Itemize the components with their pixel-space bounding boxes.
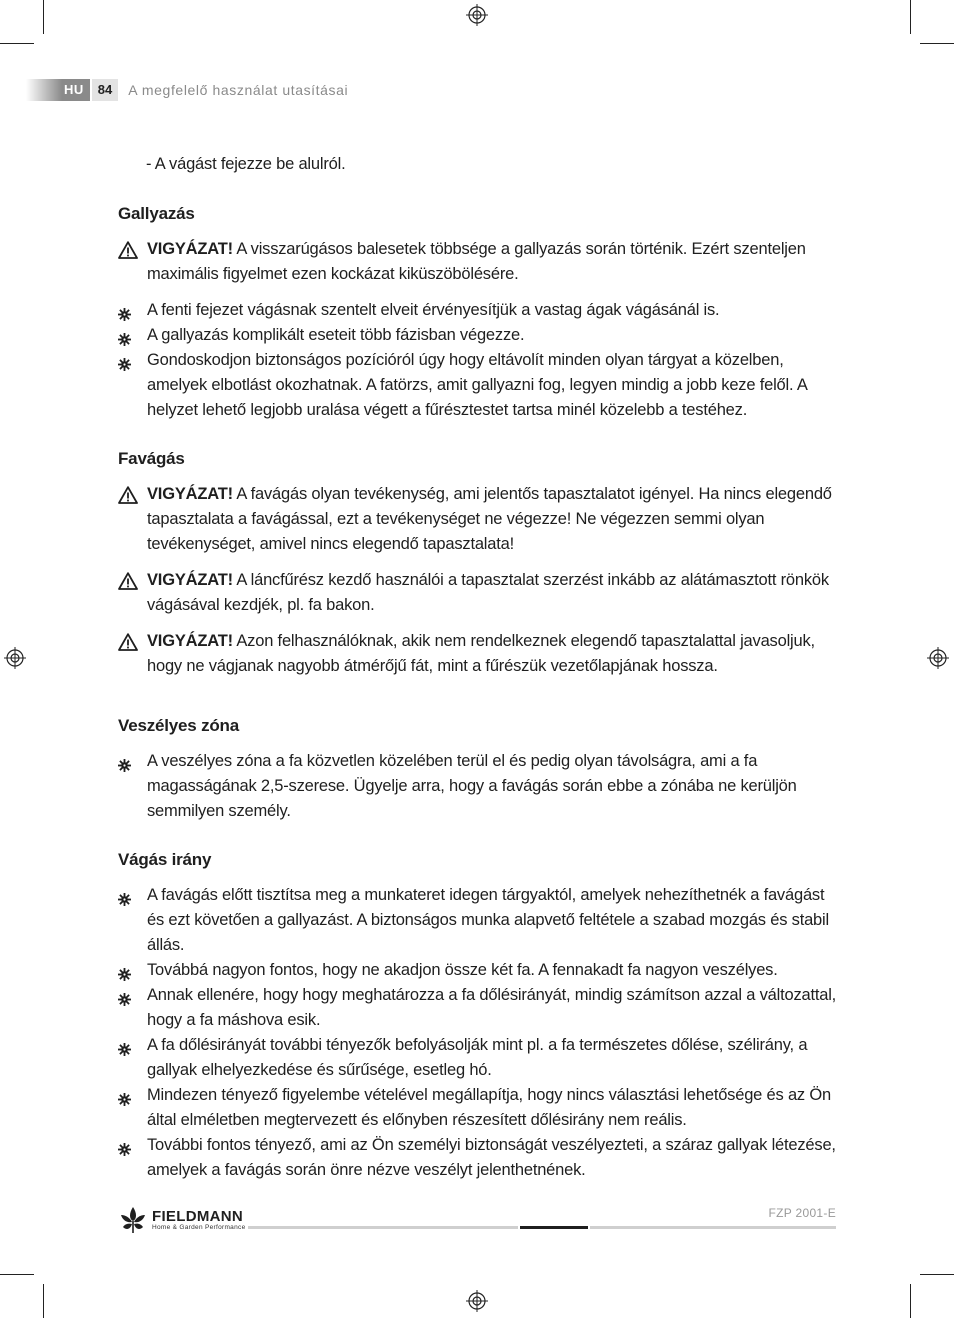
header-gradient-bar — [26, 79, 62, 101]
list-item-text: Gondoskodjon biztonságos pozícióról úgy hogy eltávolít minden olyan tárgyat a közelben, amelyek elbotlást okozhatnak. A fatörzs, amit gallyazni fog, legyen mindig a jobb keze felől. A helyzet lehető legjobb uralása végett a fűrésztestet tartsa minél közelebb a testéhez. — [147, 351, 807, 419]
registration-mark-icon — [466, 4, 488, 26]
model-number: FZP 2001-E — [768, 1206, 836, 1220]
gear-bullet-icon — [118, 1039, 131, 1052]
warning-triangle-icon — [118, 633, 138, 651]
crop-mark-top-left-h — [0, 43, 34, 44]
warning-text: Azon felhasználóknak, akik nem rendelkeznek elegendő tapasztalattal javasoljuk, hogy ne vágjanak nagyobb átmérőjű fát, mint a fűrészük vezetőlapjának hossza. — [147, 632, 815, 675]
warning-paragraph — [118, 482, 838, 557]
list-item-text: Mindezen tényező figyelembe vételével megállapítja, hogy nincs választási lehetősége és az Ön által elméletben megtervezett és előnyben részesített dőlésirány nem reális. — [147, 1086, 831, 1129]
list-item-text: A veszélyes zóna a fa közvetlen közelében terül el és pedig olyan távolságra, ami a fa magasságának 2,5-szerese. Ügyelje arra, hogy a favágás során ebbe a zónába ne kerüljön semmilyen személy. — [147, 752, 797, 820]
registration-mark-icon — [4, 647, 26, 669]
section-heading: Veszélyes zóna — [118, 716, 239, 735]
list-item — [118, 1033, 838, 1083]
gear-bullet-icon — [118, 304, 131, 317]
header-title: A megfelelő használat utasításai — [128, 82, 349, 98]
fieldmann-leaf-logo-icon — [118, 1205, 148, 1235]
section-heading: Vágás irány — [118, 850, 212, 869]
brand-name: FIELDMANN — [152, 1207, 244, 1225]
crop-mark-bottom-right-h — [920, 1274, 954, 1275]
gear-bullet-icon — [118, 755, 131, 768]
page-header — [26, 79, 348, 101]
bullet-list — [118, 749, 838, 824]
list-item — [118, 883, 838, 958]
intro-line: - A vágást fejezze be alulról. — [146, 155, 346, 173]
warning-paragraph — [118, 568, 838, 618]
page-content — [118, 152, 838, 1183]
gear-bullet-icon — [118, 1089, 131, 1102]
list-item — [118, 749, 838, 824]
gear-bullet-icon — [118, 354, 131, 367]
warning-text: A láncfűrész kezdő használói a tapasztalat szerzést inkább az alátámasztott rönkök vágásával kezdjék, pl. fa bakon. — [147, 571, 829, 614]
footer-rule-dark — [520, 1226, 588, 1229]
gear-bullet-icon — [118, 329, 131, 342]
crop-mark-bottom-right-v — [910, 1284, 911, 1318]
list-item-text: A gallyazás komplikált eseteit több fázisban végezze. — [147, 326, 525, 344]
warning-triangle-icon — [118, 241, 138, 259]
page-footer — [118, 1202, 836, 1238]
bullet-list — [118, 298, 838, 423]
list-item — [118, 958, 838, 983]
gear-bullet-icon — [118, 889, 131, 902]
list-item — [118, 298, 838, 323]
warning-label: VIGYÁZAT! — [147, 571, 233, 589]
list-item-text: További fontos tényező, ami az Ön személyi biztonságát veszélyezteti, a száraz gallyak létezése, amelyek a favágás során önre nézve veszélyt jelenthetnének. — [147, 1136, 836, 1179]
list-item — [118, 323, 838, 348]
warning-triangle-icon — [118, 486, 138, 504]
language-badge: HU — [62, 79, 90, 101]
warning-label: VIGYÁZAT! — [147, 485, 233, 503]
section-heading: Gallyazás — [118, 204, 195, 223]
bullet-list — [118, 883, 838, 1183]
warning-paragraph — [118, 237, 838, 287]
page-number: 84 — [92, 79, 118, 101]
gear-bullet-icon — [118, 1139, 131, 1152]
registration-mark-icon — [466, 1290, 488, 1312]
list-item — [118, 1083, 838, 1133]
crop-mark-top-left-v — [43, 0, 44, 34]
list-item-text: Továbbá nagyon fontos, hogy ne akadjon össze két fa. A fennakadt fa nagyon veszélyes. — [147, 961, 778, 979]
gear-bullet-icon — [118, 989, 131, 1002]
gear-bullet-icon — [118, 964, 131, 977]
warning-label: VIGYÁZAT! — [147, 240, 233, 258]
crop-mark-top-right-h — [920, 43, 954, 44]
crop-mark-bottom-left-h — [0, 1274, 34, 1275]
crop-mark-top-right-v — [910, 0, 911, 34]
crop-mark-bottom-left-v — [43, 1284, 44, 1318]
sections-container — [118, 201, 838, 1183]
list-item-text: A fenti fejezet vágásnak szentelt elveit érvényesítjük a vastag ágak vágásánál is. — [147, 301, 720, 319]
section-heading: Favágás — [118, 449, 185, 468]
warning-label: VIGYÁZAT! — [147, 632, 233, 650]
list-item — [118, 348, 838, 423]
warning-triangle-icon — [118, 572, 138, 590]
fieldmann-logo — [118, 1205, 245, 1235]
brand-tagline: Home & Garden Performance — [152, 1223, 246, 1231]
warning-paragraph — [118, 629, 838, 679]
footer-rule-light — [590, 1226, 836, 1229]
registration-mark-icon — [927, 647, 949, 669]
warning-text: A favágás olyan tevékenység, ami jelentős tapasztalatot igényel. Ha nincs elegendő tapasztalata a favágással, ezt a tevékenységet ne végezze! Ne végezzen semmi olyan tevékenységet, amivel nincs elegendő tapasztalata! — [147, 485, 832, 553]
list-item-text: A fa dőlésirányát további tényezők befolyásolják mint pl. a fa természetes dőlése, szélirány, a gallyak elhelyezkedése és sűrűsége, esetleg hó. — [147, 1036, 808, 1079]
footer-rule-light — [248, 1226, 518, 1229]
list-item — [118, 983, 838, 1033]
warning-text: A visszarúgásos balesetek többsége a gallyazás során történik. Ezért szenteljen maximális figyelmet ezen kockázat kiküszöbölésére. — [147, 240, 806, 283]
list-item-text: A favágás előtt tisztítsa meg a munkateret idegen tárgyaktól, amelyek nehezíthetnék a favágást és ezt követően a gallyazást. A biztonságos munka alapvető feltétele a szabad mozgás és stabil állás. — [147, 886, 829, 954]
list-item — [118, 1133, 838, 1183]
list-item-text: Annak ellenére, hogy hogy meghatározza a fa dőlésirányát, mindig számítson azzal a változattal, hogy a fa máshova esik. — [147, 986, 837, 1029]
